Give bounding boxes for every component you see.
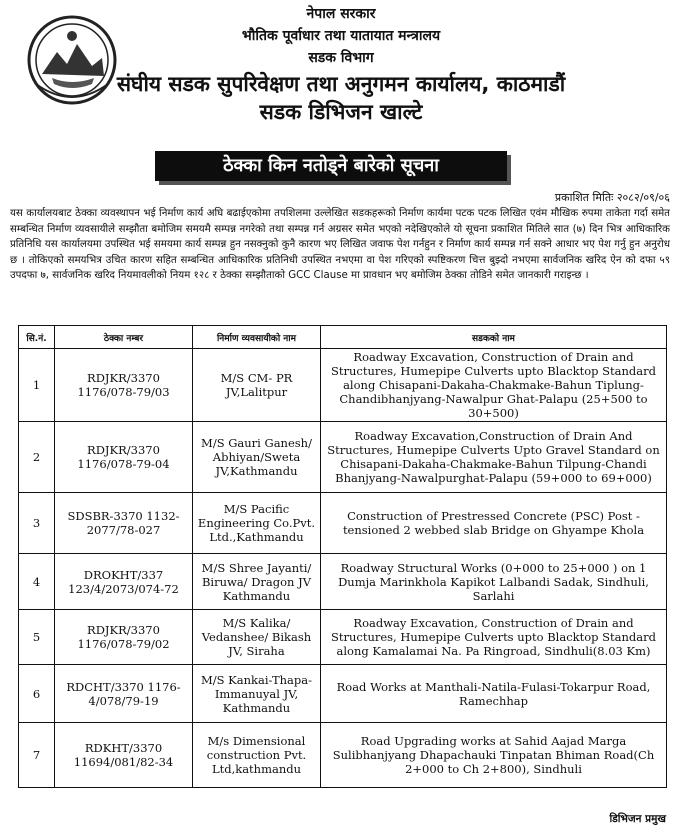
contract-number-cell: RDJKR/3370 1176/078-79/02 [55, 610, 193, 665]
department-name: सडक विभाग [308, 50, 374, 66]
serial-cell: 5 [19, 610, 55, 665]
header-serial: सि.नं. [19, 326, 55, 349]
serial-cell: 2 [19, 422, 55, 493]
contractor-cell: M/S Shree Jayanti/ Biruwa/ Dragon JV Kathmandu [193, 554, 321, 610]
letterhead [0, 0, 682, 150]
contract-number-cell: RDJKR/3370 1176/078-79/03 [55, 349, 193, 422]
contractor-cell: M/S Kankai-Thapa-Immanuyal JV, Kathmandu [193, 665, 321, 723]
table-row [19, 422, 667, 493]
header-road-name: सडकको नाम [321, 326, 667, 349]
road-name-cell: Roadway Excavation,Construction of Drain And Structures, Humepipe Culverts Upto Gravel Standard on Chisapani-Dakaha-Chakmake-Bahun Tilpung-Chandi Bhanjyang-Nawalpurghat-Palapu (59+000 to 69+000) [321, 422, 667, 493]
table-header-row [19, 326, 667, 349]
contractor-cell: M/S CM- PR JV,Lalitpur [193, 349, 321, 422]
header-contract-number: ठेक्का नम्बर [55, 326, 193, 349]
division-name: सडक डिभिजन खाल्टे [259, 100, 423, 124]
serial-cell: 4 [19, 554, 55, 610]
contract-number-cell: RDKHT/3370 11694/081/82-34 [55, 723, 193, 788]
contract-number-cell: DROKHT/337 123/4/2073/074-72 [55, 554, 193, 610]
road-name-cell: Roadway Structural Works (0+000 to 25+000 ) on 1 Dumja Marinkhola Kapikot Lalbandi Sadak, Sindhuli, Sarlahi [321, 554, 667, 610]
notice-title-banner: ठेक्का किन नतोड्ने बारेको सूचना [155, 151, 507, 181]
road-name-cell: Roadway Excavation, Construction of Drain and Structures, Humepipe Culverts upto Blacktop Standard along Kamalamai Na. Pa Ringroad, Sindhuli(8.03 Km) [321, 610, 667, 665]
signatory-title: डिभिजन प्रमुख [609, 813, 666, 825]
header-contractor-name: निर्माण व्यवसायीको नाम [193, 326, 321, 349]
government-name: नेपाल सरकार [306, 6, 376, 22]
serial-cell: 1 [19, 349, 55, 422]
table-row [19, 723, 667, 788]
contractor-cell: M/S Pacific Engineering Co.Pvt. Ltd.,Kathmandu [193, 493, 321, 554]
road-name-cell: Road Upgrading works at Sahid Aajad Marga Sulibhanjyang Dhapachauki Tinpatan Bhiman Road(Ch 2+000 to Ch 2+800), Sindhuli [321, 723, 667, 788]
road-name-cell: Road Works at Manthali-Natila-Fulasi-Tokarpur Road, Ramechhap [321, 665, 667, 723]
table-row [19, 665, 667, 723]
notice-body: यस कार्यालयबाट ठेक्का व्यवस्थापन भई निर्माण कार्य अघि बढाईएकोमा तपशिलमा उल्लेखित सडकहरूको निर्माण कार्यमा पटक पटक लिखित एवंम मौखिक रुपमा ताकेता गर्दा समेत सम्बन्धित निर्माण व्यवसायीले सम्झौता बमोजिम समयमै सम्पन्न नगरेको तथा सम्पन्न गर्न अग्रसर समेत भएको नदेखिएकोले यो सूचना प्रकाशित मितिले सात (७) दिन भित्र आधिकारिक प्रतिनिधि यस कार्यालयमा उपस्थित भई समयमा कार्य सम्पन्न हुन नसक्नुको कुनै कारण भए लिखित जवाफ पेश गर्नहुन र निर्माण कार्य सम्पन्न गर्न सक्ने आधार भए पेश गर्नु हुन अनुरोध छ । तोकिएको समयभित्र उचित कारण सहित सम्बन्धित आधिकारिक प्रतिनिधी उपस्थित नभएमा वा पेश गरिएको स्पष्टिकरण चित्त बुझ्दो नभएमा सार्वजनिक खरिद ऐन को दफा ५९ उपदफा ७, सार्वजनिक खरिद नियमावलीको नियम १२८ र ठेक्का सम्झौताको GCC Clause मा प्रावधान भए बमोजिम ठेक्का तोडिने समेत जानकारी गराइन्छ । [10, 208, 670, 281]
contract-number-cell: RDJKR/3370 1176/078-79-04 [55, 422, 193, 493]
contract-number-cell: SDSBR-3370 1132-2077/78-027 [55, 493, 193, 554]
table-row [19, 610, 667, 665]
serial-cell: 7 [19, 723, 55, 788]
office-name: संघीय सडक सुपरिवेक्षण तथा अनुगमन कार्यालय, काठमाडौं [116, 72, 566, 96]
published-date: प्रकाशित मितिः २०८२/०९/०६ [554, 191, 670, 204]
contractor-cell: M/S Gauri Ganesh/ Abhiyan/Sweta JV,Kathmandu [193, 422, 321, 493]
road-name-cell: Roadway Excavation, Construction of Drain and Structures, Humepipe Culverts upto Blacktop Standard along Chisapani-Dakaha-Chakmake-Bahun Tiplung-Chandibhanjyang-Nawalpur Ghat-Palapu (25+500 to 30+500) [321, 349, 667, 422]
contract-number-cell: RDCHT/3370 1176-4/078/79-19 [55, 665, 193, 723]
table-row [19, 349, 667, 422]
ministry-name: भौतिक पूर्वाधार तथा यातायात मन्त्रालय [241, 28, 441, 44]
contractor-cell: M/s Dimensional construction Pvt. Ltd,kathmandu [193, 723, 321, 788]
contractor-cell: M/S Kalika/ Vedanshee/ Bikash JV, Siraha [193, 610, 321, 665]
serial-cell: 3 [19, 493, 55, 554]
table-row [19, 554, 667, 610]
contracts-table [18, 325, 667, 788]
table-row [19, 493, 667, 554]
serial-cell: 6 [19, 665, 55, 723]
road-name-cell: Construction of Prestressed Concrete (PSC) Post -tensioned 2 webbed slab Bridge on Ghyampe Khola [321, 493, 667, 554]
